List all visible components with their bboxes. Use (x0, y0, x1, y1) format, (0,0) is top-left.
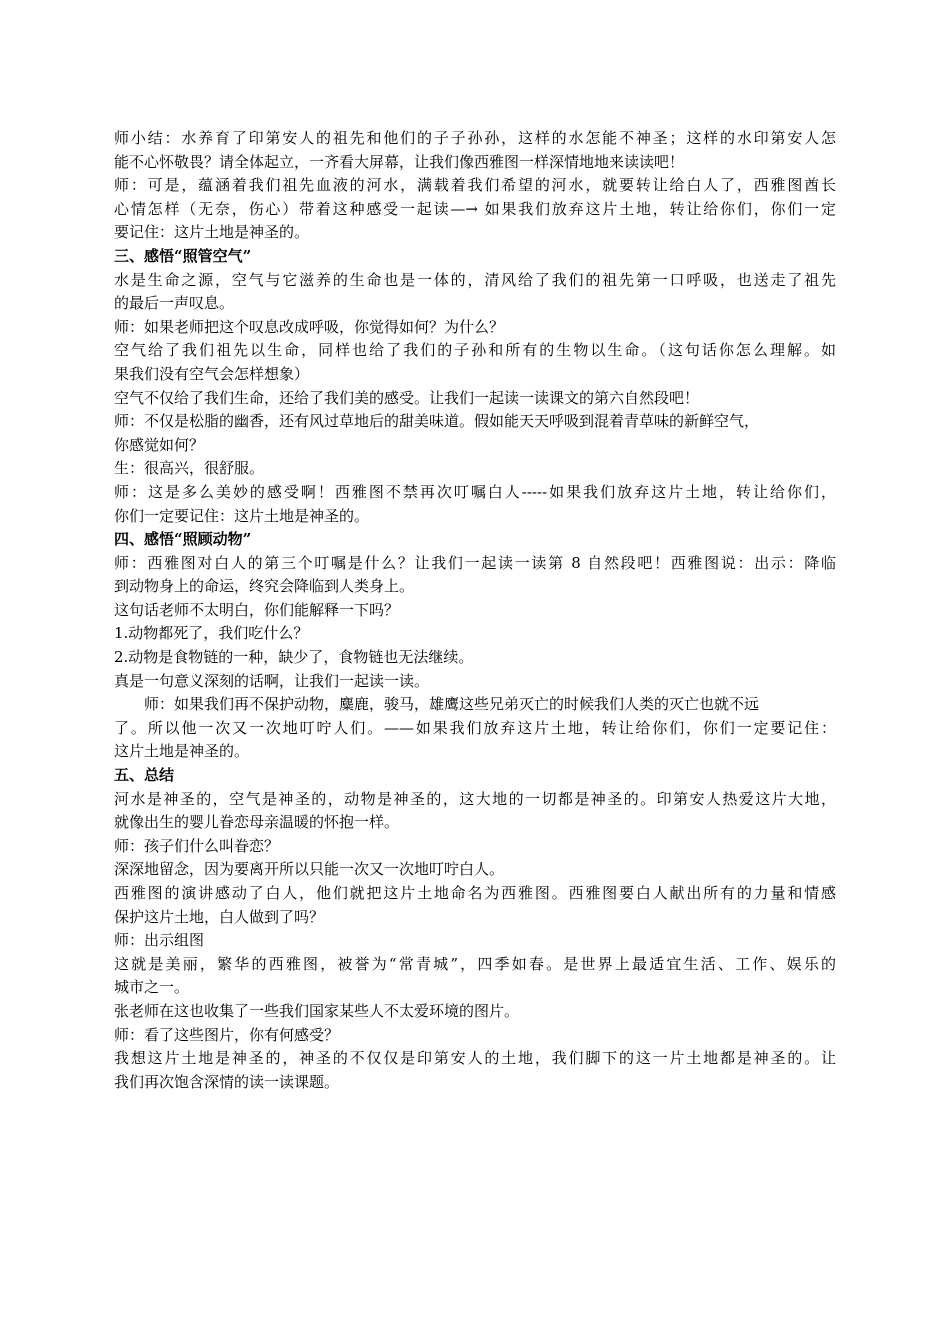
text-line: 我们再次饱含深情的读一读课题。 (114, 1072, 340, 1091)
section-heading: 四、感悟“照顾动物” (114, 530, 252, 549)
text-line: 到动物身上的命运，终究会降临到人类身上。 (114, 577, 415, 596)
text-line: 了。所以他一次又一次地叮咛人们。——如果我们放弃这片土地，转让给你们，你们一定要记住： (114, 718, 836, 737)
text-line: 师：不仅是松脂的幽香，还有风过草地后的甜美味道。假如能天天呼吸到混着青草味的新鲜空气， (114, 412, 760, 431)
text-line: 你们一定要记住：这片土地是神圣的。 (114, 506, 370, 525)
text-line: 能不心怀敬畏？请全体起立，一齐看大屏幕，让我们像西雅图一样深情地地来读读吧！ (114, 152, 685, 171)
text-line: 保护这片土地，白人做到了吗？ (114, 907, 325, 926)
text-line: 2.动物是食物链的一种，缺少了，食物链也无法继续。 (114, 648, 474, 667)
text-line: 师：这是多么美妙的感受啊！西雅图不禁再次叮嘱白人-----如果我们放弃这片土地，转让给你们， (114, 482, 836, 501)
text-line: 就像出生的婴儿眷恋母亲温暖的怀抱一样。 (114, 813, 400, 832)
text-line: 这片土地是神圣的。 (114, 742, 250, 761)
text-line: 果我们没有空气会怎样想象） (114, 364, 310, 383)
text-line: 张老师在这也收集了一些我们国家某些人不太爱环境的图片。 (114, 1001, 520, 1020)
text-line: 的最后一声叹息。 (114, 294, 235, 313)
text-line: 空气不仅给了我们生命，还给了我们美的感受。让我们一起读一读课文的第六自然段吧！ (114, 388, 700, 407)
text-line: 我想这片土地是神圣的，神圣的不仅仅是印第安人的土地，我们脚下的这一片土地都是神圣的。让 (114, 1049, 836, 1068)
text-line: 心情怎样（无奈，伤心）带着这种感受一起读—→ 如果我们放弃这片土地，转让给你们，你们一定 (114, 199, 836, 218)
text-line: 城市之一。 (114, 978, 190, 997)
text-line: 空气给了我们祖先以生命，同样也给了我们的子孙和所有的生物以生命。（这句话你怎么理解。如 (114, 341, 836, 360)
text-line: 这句话老师不太明白，你们能解释一下吗？ (114, 600, 400, 619)
text-line: 河水是神圣的，空气是神圣的，动物是神圣的，这大地的一切都是神圣的。印第安人热爱这片大地， (114, 789, 836, 808)
text-line: 深深地留念，因为要离开所以只能一次又一次地叮咛白人。 (114, 860, 505, 879)
text-line: 水是生命之源，空气与它滋养的生命也是一体的，清风给了我们的祖先第一口呼吸，也送走了祖先 (114, 270, 836, 289)
text-line: 师：西雅图对白人的第三个叮嘱是什么？让我们一起读一读第 8 自然段吧！西雅图说：出示：降临 (114, 553, 836, 572)
text-line: 这就是美丽，繁华的西雅图，被誉为“常青城”，四季如春。是世界上最适宜生活、工作、娱乐的 (114, 954, 836, 973)
section-heading: 三、感悟“照管空气” (114, 246, 252, 265)
text-line: 师：可是，蕴涵着我们祖先血液的河水，满载着我们希望的河水，就要转让给白人了，西雅图酋长 (114, 176, 836, 195)
text-line: 师：出示组图 (114, 931, 205, 950)
text-line: 真是一句意义深刻的话啊，让我们一起读一读。 (114, 671, 430, 690)
text-line: 师小结：水养育了印第安人的祖先和他们的子子孙孙，这样的水怎能不神圣；这样的水印第安人怎 (114, 129, 836, 147)
document-page (114, 127, 836, 1094)
text-line: 师：如果我们再不保护动物，麋鹿，骏马，雄鹰这些兄弟灭亡的时候我们人类的灭亡也就不远 (144, 695, 760, 714)
section-heading: 五、总结 (114, 766, 175, 785)
text-line: 生：很高兴，很舒服。 (114, 459, 265, 478)
text-line: 你感觉如何？ (114, 435, 205, 454)
text-line: 要记住：这片土地是神圣的。 (114, 223, 310, 242)
text-line: 师：孩子们什么叫眷恋？ (114, 836, 280, 855)
text-line: 西雅图的演讲感动了白人，他们就把这片土地命名为西雅图。西雅图要白人献出所有的力量和情感 (114, 884, 836, 902)
text-line: 1.动物都死了，我们吃什么？ (114, 624, 309, 643)
text-line: 师：如果老师把这个叹息改成呼吸，你觉得如何？为什么？ (114, 317, 505, 336)
text-line: 师：看了这些图片，你有何感受？ (114, 1025, 340, 1044)
